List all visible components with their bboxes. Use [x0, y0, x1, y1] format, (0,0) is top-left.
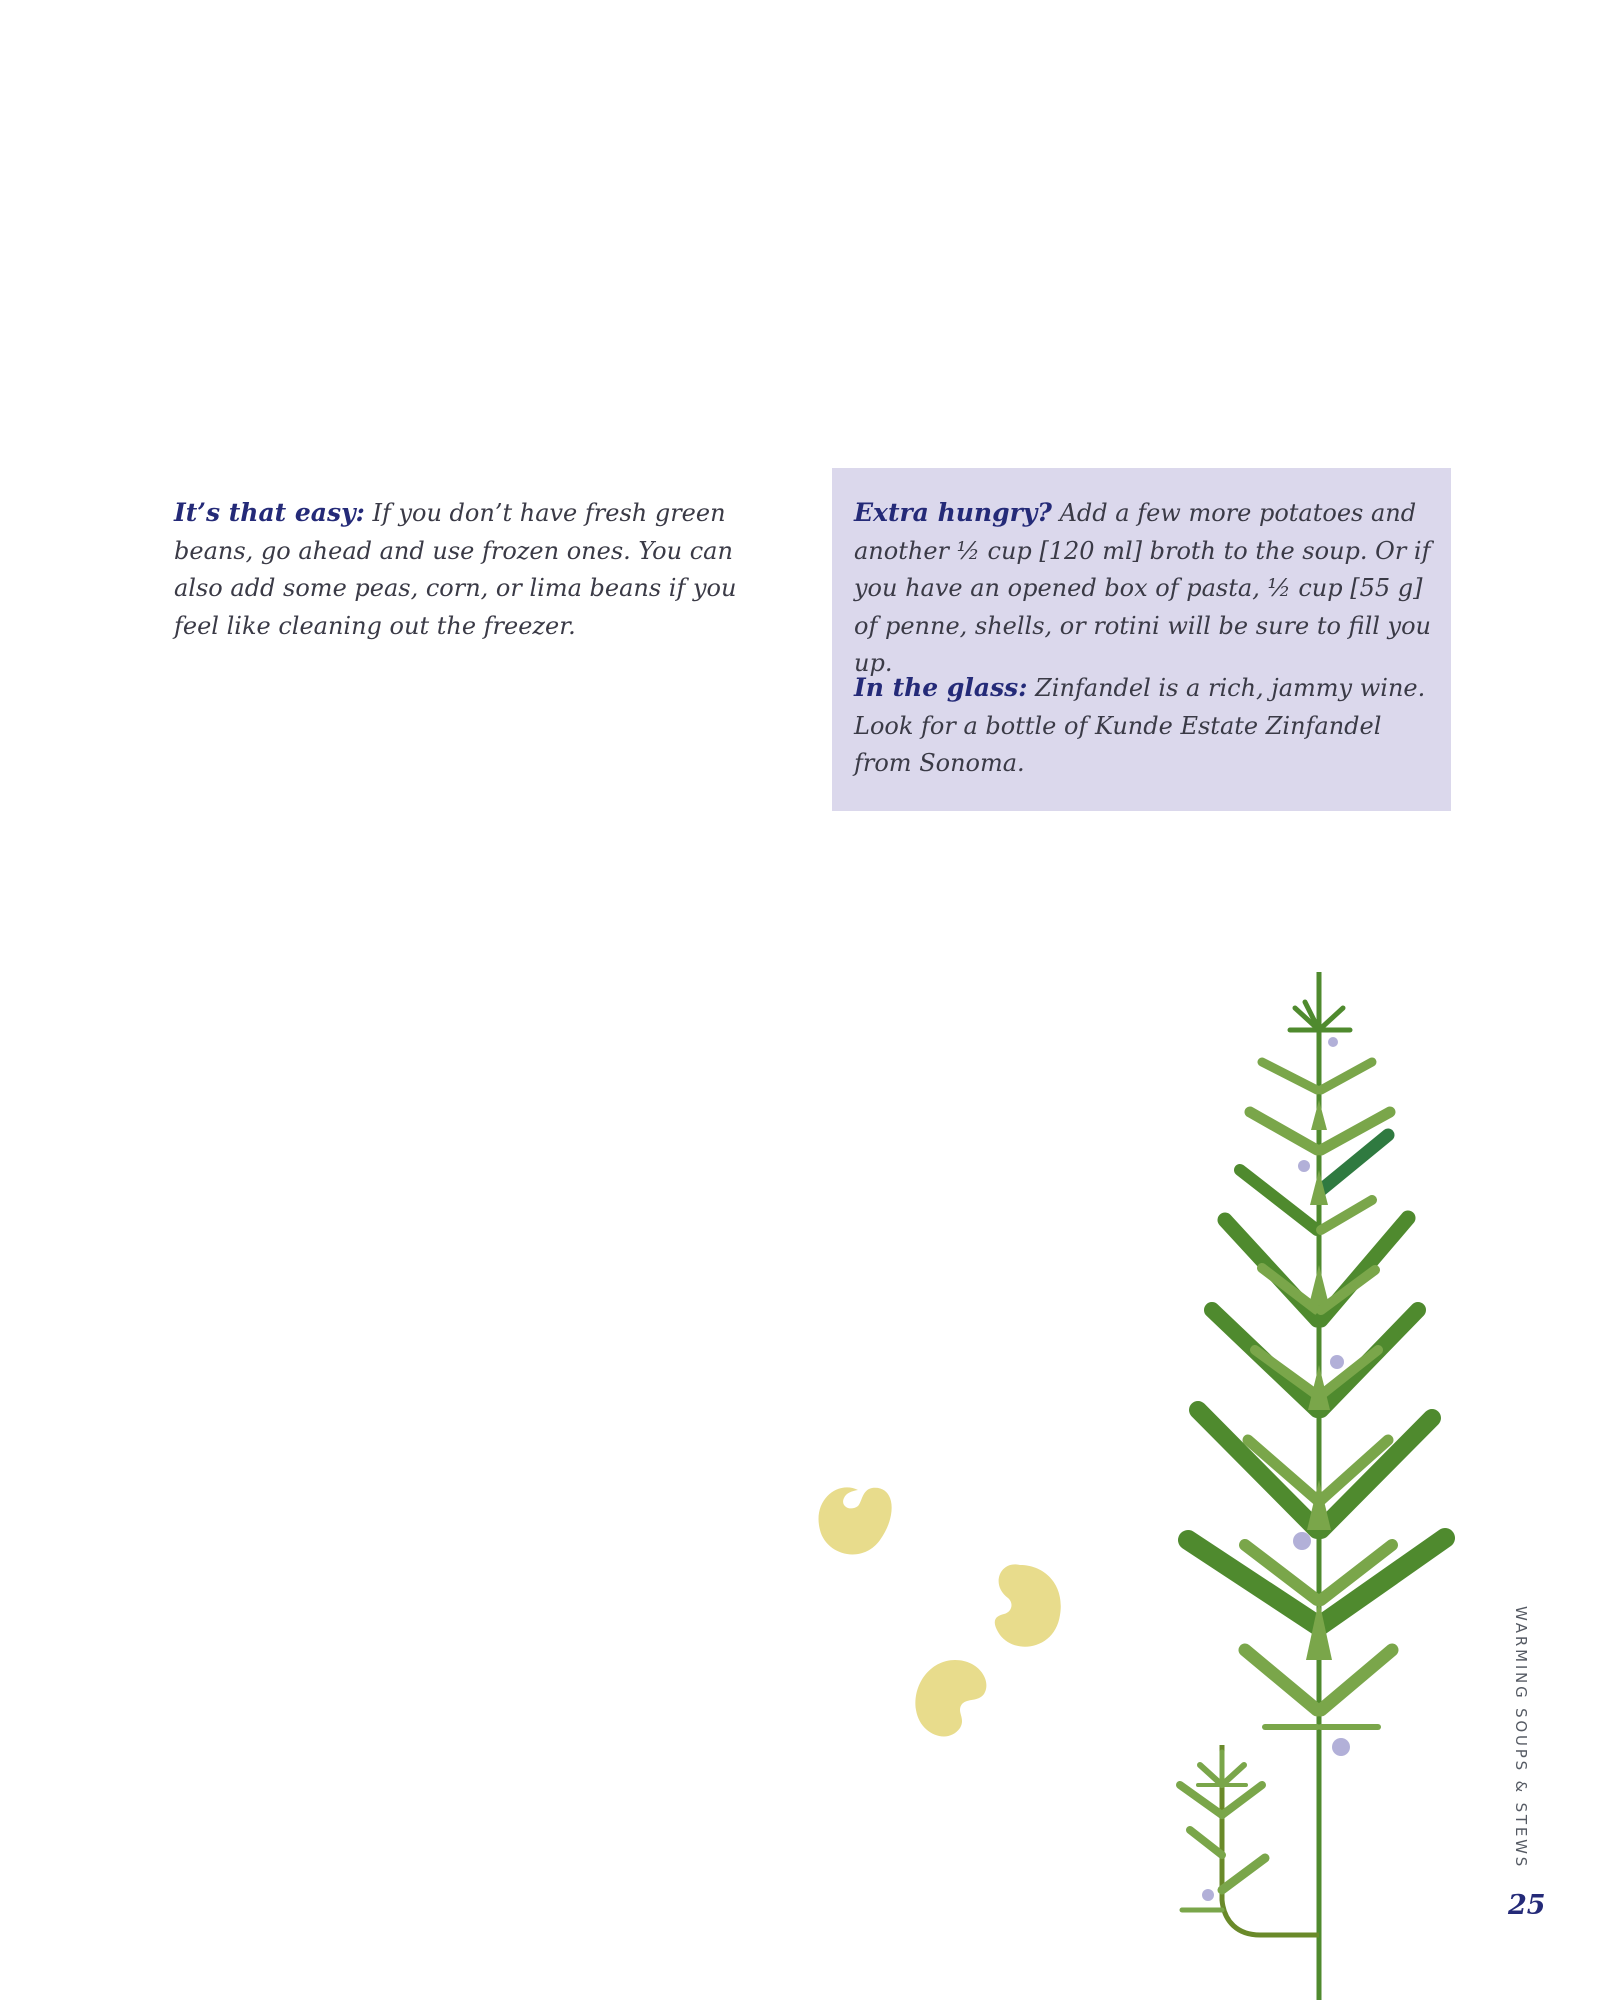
tip-lead: In the glass:: [854, 673, 1028, 702]
tip-lead: Extra hungry?: [854, 498, 1052, 527]
bean-icon: [915, 1660, 986, 1736]
bean-icon: [819, 1487, 892, 1554]
herb-sprig-icon: [1180, 972, 1445, 2000]
tip-body: Zinfandel is a rich, jammy wine. Look for a bottle of Kunde Estate Zinfandel from Sonoma.: [854, 674, 1426, 777]
tip-body: If you don’t have fresh green beans, go ahead and use frozen ones. You can also add some peas, corn, or lima beans if you feel like cleaning out the freezer.: [174, 499, 737, 640]
bean-icon: [995, 1564, 1061, 1646]
tip-lead: It’s that easy:: [174, 498, 365, 527]
page-number: 25: [1508, 1890, 1546, 1921]
running-head: WARMING SOUPS & STEWS: [1512, 1606, 1530, 1870]
tip-body: Add a few more potatoes and another ½ cup [120 ml] broth to the soup. Or if you have an opened box of pasta, ½ cup [55 g] of penne, shells, or rotini will be sure to fill you up.: [854, 499, 1432, 677]
